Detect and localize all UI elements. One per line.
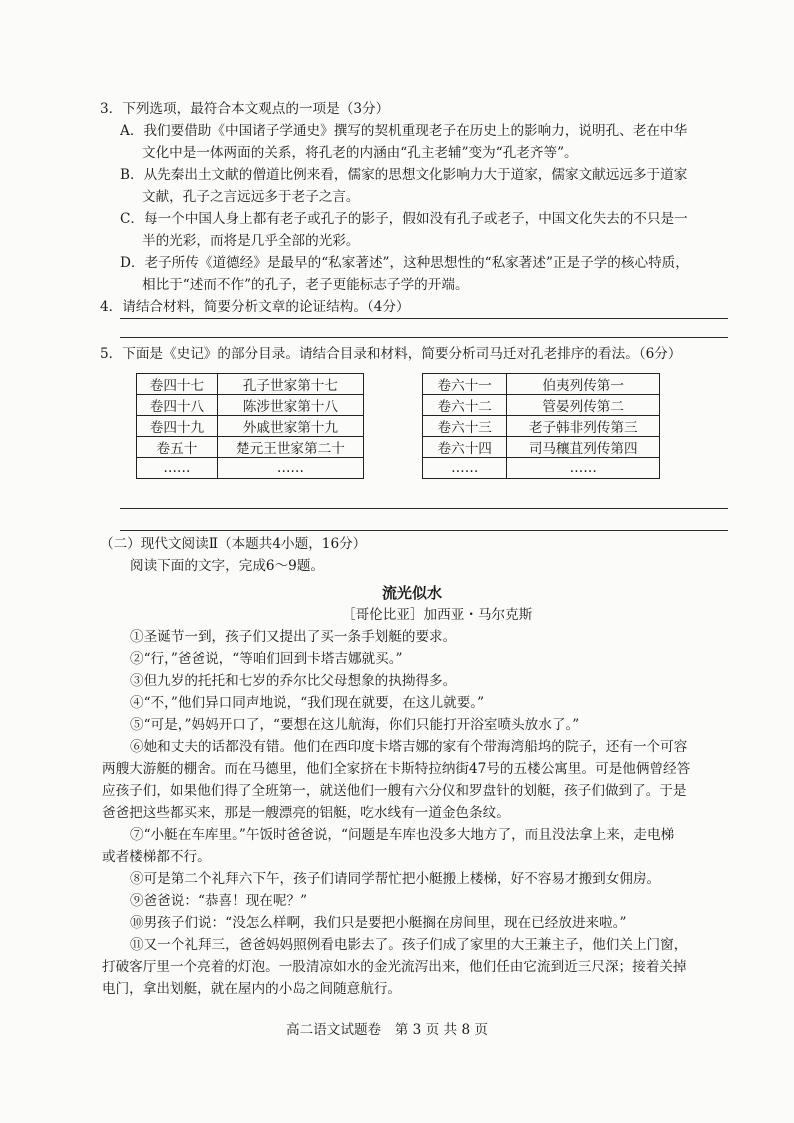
table-cell: …… — [507, 458, 660, 479]
table-row — [137, 458, 364, 479]
table-cell: 卷六十四 — [423, 437, 507, 458]
answer-line — [120, 318, 728, 319]
table-row — [137, 416, 364, 437]
table-cell: 卷四十七 — [137, 374, 218, 395]
table-cell: 老子韩非列传第三 — [507, 416, 660, 437]
answer-line — [120, 508, 728, 509]
paragraph-9: ⑨爸爸说：“恭喜！现在呢？” — [130, 893, 308, 909]
shiji-toc-left — [136, 373, 364, 479]
paragraph-1: ①圣诞节一到，孩子们又提出了买一条手划艇的要求。 — [130, 629, 457, 645]
paragraph-5: ⑤“可是，”妈妈开口了，“要想在这儿航海，你们只能打开浴室喷头放水了。” — [130, 717, 580, 733]
q3-option-c-line2: 半的光彩，而将是几乎全部的光彩。 — [142, 233, 360, 249]
paragraph-7-line1: ⑦“小艇在车库里。”午饭时爸爸说，“问题是车库也没多大地方了，而且没法拿上来，走电梯 — [130, 827, 675, 843]
q3-option-c-line1: C．每一个中国人身上都有老子或孔子的影子，假如没有孔子或老子，中国文化失去的不只是一 — [120, 211, 688, 227]
table-cell: 司马穰苴列传第四 — [507, 437, 660, 458]
table-cell: 陈涉世家第十八 — [217, 395, 363, 416]
q4-stem: 4．请结合材料，简要分析文章的论证结构。（4分） — [100, 299, 410, 315]
answer-line — [120, 530, 728, 531]
paragraph-2: ②“行，”爸爸说，“等咱们回到卡塔吉娜就买。” — [130, 651, 403, 667]
q3-stem: 3．下列选项，最符合本文观点的一项是（3分） — [100, 101, 390, 117]
table-row — [423, 395, 660, 416]
paragraph-7-line2: 或者楼梯都不行。 — [102, 849, 211, 865]
table-cell: 卷四十九 — [137, 416, 218, 437]
table-row — [423, 458, 660, 479]
paragraph-6-line3: 应孩子们，如果他们得了全班第一，就送他们一艘有六分仪和罗盘针的划艇，孩子们做到了。于是 — [102, 783, 687, 799]
table-cell: 楚元王世家第二十 — [217, 437, 363, 458]
table-cell: 卷四十八 — [137, 395, 218, 416]
q3-option-d-line2: 相比于“述而不作”的孔子，老子更能标志子学的开端。 — [142, 277, 469, 293]
paragraph-11-line1: ⑪又一个礼拜三，爸爸妈妈照例看电影去了。孩子们成了家里的大王兼主子，他们关上门窗， — [130, 937, 688, 953]
table-cell: 卷六十三 — [423, 416, 507, 437]
paragraph-3: ③但九岁的托托和七岁的乔尔比父母想象的执拗得多。 — [130, 673, 457, 689]
shiji-toc-right — [422, 373, 660, 479]
story-author: ［哥伦比亚］加西亚・马尔克斯 — [342, 607, 533, 623]
paragraph-4: ④“不，”他们异口同声地说，“我们现在就要，在这儿就要。” — [130, 695, 485, 711]
paragraph-11-line2: 打破客厅里一个亮着的灯泡。一股清凉如水的金光流泻出来，他们任由它流到近三尺深；接着关掉 — [102, 959, 687, 975]
table-row — [423, 437, 660, 458]
table-cell: 伯夷列传第一 — [507, 374, 660, 395]
table-row — [423, 374, 660, 395]
table-cell: 卷五十 — [137, 437, 218, 458]
table-row — [137, 395, 364, 416]
q3-option-d-line1: D．老子所传《道德经》是最早的“私家著述”，这种思想性的“私家著述”正是子学的核心特质， — [120, 255, 689, 271]
table-cell: …… — [137, 458, 218, 479]
paragraph-6-line1: ⑥她和丈夫的话都没有错。他们在西印度卡塔吉娜的家有个带海湾船坞的院子，还有一个可容 — [130, 739, 688, 755]
paragraph-11-line3: 电门，拿出划艇，就在屋内的小岛之间随意航行。 — [102, 981, 402, 997]
table-cell: 管晏列传第二 — [507, 395, 660, 416]
table-cell: 卷六十二 — [423, 395, 507, 416]
q3-option-a-line1: A．我们要借助《中国诸子学通史》撰写的契机重现老子在历史上的影响力，说明孔、老在中华 — [120, 123, 688, 139]
q5-stem: 5．下面是《史记》的部分目录。请结合目录和材料，简要分析司马迁对孔老排序的看法。（6分） — [100, 346, 682, 362]
table-cell: 孔子世家第十七 — [217, 374, 363, 395]
table-cell: …… — [423, 458, 507, 479]
q3-option-b-line1: B．从先秦出土文献的僧道比例来看，儒家的思想文化影响力大于道家，儒家文献远远多于道家 — [120, 167, 688, 183]
table-row — [137, 437, 364, 458]
paragraph-6-line2: 两艘大游艇的棚舍。而在马德里，他们全家挤在卡斯特拉纳街47号的五楼公寓里。可是他俩曾经答 — [102, 761, 691, 777]
page-footer: 高二语文试题卷 第 3 页 共 8 页 — [286, 1022, 489, 1038]
paragraph-6-line4: 爸爸把这些都买来，那是一艘漂亮的铝艇，吃水线有一道金色条纹。 — [102, 805, 510, 821]
section-instruction: 阅读下面的文字，完成6～9题。 — [130, 558, 325, 574]
paragraph-10: ⑩男孩子们说：“没怎么样啊，我们只是要把小艇搁在房间里，现在已经放进来啦。” — [130, 915, 627, 931]
q3-option-a-line2: 文化中是一体两面的关系，将孔老的内涵由“孔主老辅”变为“孔老齐等”。 — [142, 145, 578, 161]
q3-option-b-line2: 文献，孔子之言远远多于老子之言。 — [142, 189, 360, 205]
table-cell: 卷六十一 — [423, 374, 507, 395]
table-row — [137, 374, 364, 395]
story-title: 流光似水 — [382, 584, 443, 602]
section-heading: （二）现代文阅读Ⅱ（本题共4小题，16分） — [100, 536, 367, 552]
table-row — [423, 416, 660, 437]
table-cell: …… — [217, 458, 363, 479]
paragraph-8: ⑧可是第二个礼拜六下午，孩子们请同学帮忙把小艇搬上楼梯，好不容易才搬到女佣房。 — [130, 871, 661, 887]
table-cell: 外戚世家第十九 — [217, 416, 363, 437]
answer-line — [120, 337, 728, 338]
